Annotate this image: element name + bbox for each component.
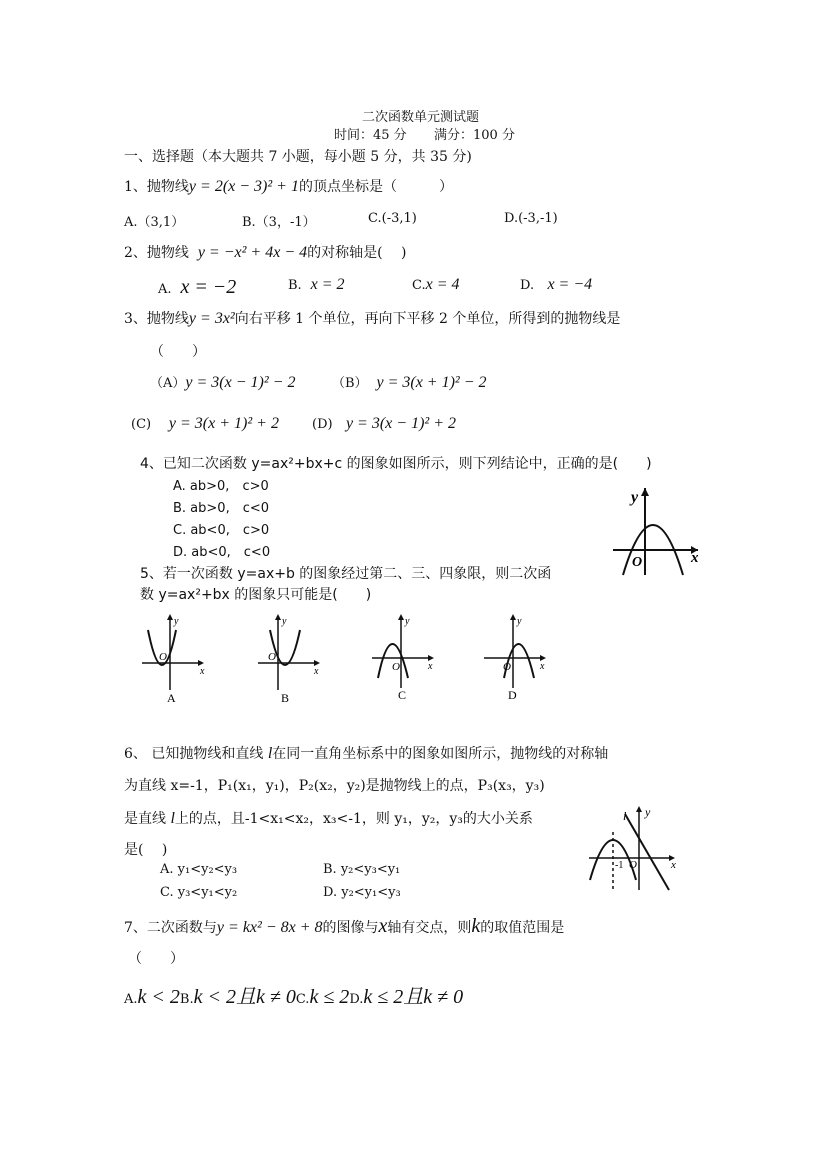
q3-option-a-expr: y = 3(x − 1)² − 2 xyxy=(185,374,296,391)
q4-y-label: y xyxy=(631,489,639,506)
q2-option-b-expr: x = 2 xyxy=(310,276,345,293)
q6-text-c: 是直线 xyxy=(124,811,166,827)
q7-suffix-a: 轴有交点，则 xyxy=(387,920,472,936)
q2-prefix: 2、抛物线 xyxy=(124,245,189,261)
q7-formula: y = kx² − 8x + 8 xyxy=(216,919,323,936)
q7-option-d[interactable]: D.k ≤ 2且k ≠ 0 xyxy=(349,986,464,1008)
q6-graph xyxy=(585,800,685,895)
q6-line-symbol: l xyxy=(267,745,273,762)
q2-formula: y = −x² + 4x − 4 xyxy=(197,244,308,261)
q7-option-b[interactable]: B.k < 2且k ≠ 0 xyxy=(179,986,296,1008)
exam-time: 时间：45 分 xyxy=(334,128,407,143)
q3-option-b-letter: （B） xyxy=(332,376,368,391)
q2-option-c-letter: C. xyxy=(412,278,426,293)
q5-b-y-label: y xyxy=(282,616,287,627)
question-6-line4: 是( ) xyxy=(124,842,168,858)
question-1 xyxy=(124,176,453,196)
q2-option-b-letter: B. xyxy=(288,278,302,293)
q1-option-a[interactable]: A.（3,1） xyxy=(124,215,185,230)
q2-option-a[interactable] xyxy=(158,276,236,299)
q4-y-arrow xyxy=(641,488,649,496)
q3-option-b[interactable] xyxy=(332,372,487,392)
q5-d-x-label: x xyxy=(540,661,545,672)
q5-d-origin-label: O xyxy=(503,661,511,673)
q5-b-origin-label: O xyxy=(268,651,276,663)
question-6-line1 xyxy=(124,743,608,763)
q3-option-a[interactable] xyxy=(150,372,295,392)
q7-prefix: 7、二次函数与 xyxy=(124,920,217,936)
q7-suffix-b: 的取值范围是 xyxy=(480,920,565,936)
q3-option-c-letter: (C) xyxy=(131,417,152,432)
q5-d-y-label: y xyxy=(517,616,522,627)
q7-var: k xyxy=(471,915,481,937)
q1-option-c[interactable]: C.(-3,1) xyxy=(368,211,417,226)
q4-option-a[interactable]: A. ab>0, c>0 xyxy=(173,479,269,494)
q5-c-origin-label: O xyxy=(392,661,400,673)
q7-mid: 的图像与 xyxy=(322,920,379,936)
q1-formula: y = 2(x − 3)² + 1 xyxy=(188,178,299,195)
exam-score: 满分：100 分 xyxy=(434,128,515,143)
q4-option-c[interactable]: C. ab<0, c>0 xyxy=(173,523,270,538)
q5-graph-a[interactable] xyxy=(138,610,210,705)
q5-a-y-label: y xyxy=(174,616,179,627)
q3-option-c-expr: y = 3(x + 1)² + 2 xyxy=(168,415,279,432)
q3-option-b-expr: y = 3(x + 1)² − 2 xyxy=(376,374,487,391)
q5-b-label: B xyxy=(281,691,290,705)
q7-axis: x xyxy=(378,915,388,937)
q3-option-d-expr: y = 3(x − 1)² + 2 xyxy=(345,415,456,432)
q2-option-d-letter: D. xyxy=(520,278,535,293)
q5-c-label: C xyxy=(398,688,407,702)
q7-option-a[interactable]: A.k < 2 xyxy=(124,986,180,1008)
section-heading: 一、选择题（本大题共 7 小题，每小题 5 分，共 35 分) xyxy=(124,149,472,165)
q4-origin-label: O xyxy=(632,555,643,570)
q5-graph-d[interactable] xyxy=(480,610,552,705)
q4-option-b[interactable]: B. ab>0, c<0 xyxy=(173,501,270,516)
q6-graph-tick-label: -1 xyxy=(615,860,624,871)
q3-formula: y = 3x² xyxy=(188,310,235,327)
q4-option-d[interactable]: D. ab<0, c<0 xyxy=(173,545,271,560)
q6-text-a: 6、 已知抛物线和直线 xyxy=(124,746,264,762)
q6-graph-x-label: x xyxy=(671,859,676,871)
question-6-line2: 为直线 x=-1，P₁(x₁，y₁)，P₂(x₂，y₂)是抛物线上的点，P₃(x₃，y₃) xyxy=(124,778,545,794)
q3-option-d-letter: (D) xyxy=(312,417,333,432)
q4-x-label: x xyxy=(691,550,699,566)
question-6-line3 xyxy=(124,808,533,828)
q7-blank: （ ） xyxy=(128,951,184,967)
q1-suffix: 的顶点坐标是（ ） xyxy=(298,179,453,195)
q5-b-x-label: x xyxy=(314,666,319,677)
q6-option-b[interactable]: B. y₂<y₃<y₁ xyxy=(323,862,401,877)
q1-option-d[interactable]: D.(-3,-1) xyxy=(504,211,558,226)
q5-a-origin-label: O xyxy=(159,651,167,663)
q2-option-b[interactable] xyxy=(288,276,345,294)
q1-prefix: 1、抛物线 xyxy=(124,179,189,195)
page-title: 二次函数单元测试题 xyxy=(362,110,480,125)
question-4: 4、已知二次函数 y=ax²+bx+c 的图象如图所示，则下列结论中，正确的是( ) xyxy=(140,456,652,472)
q3-option-a-letter: （A） xyxy=(150,376,186,391)
question-5-line1: 5、若一次函数 y=ax+b 的图象经过第二、三、四象限，则二次函 xyxy=(140,566,552,582)
q3-prefix: 3、抛物线 xyxy=(124,311,189,327)
q5-a-x-label: x xyxy=(200,666,205,677)
q3-blank: （ ） xyxy=(150,344,206,360)
q6-graph-origin-label: O xyxy=(629,859,637,871)
q2-option-c-expr: x = 4 xyxy=(425,276,460,293)
q3-option-d[interactable] xyxy=(312,415,456,433)
q1-option-b[interactable]: B.（3，-1） xyxy=(242,215,316,230)
q2-option-d[interactable] xyxy=(520,276,592,294)
q5-c-x-label: x xyxy=(428,661,433,672)
question-2 xyxy=(124,242,407,262)
q5-a-label: A xyxy=(167,691,176,705)
q6-option-a[interactable]: A. y₁<y₂<y₃ xyxy=(160,862,238,877)
q6-option-d[interactable]: D. y₂<y₁<y₃ xyxy=(323,885,401,900)
question-3 xyxy=(124,308,620,328)
q2-option-d-expr: x = −4 xyxy=(547,276,593,293)
question-5-line2: 数 y=ax²+bx 的图象只可能是( ) xyxy=(140,587,372,603)
q6-text-d: 上的点，且-1<x₁<x₂，x₃<-1，则 y₁，y₂，y₃的大小关系 xyxy=(174,811,533,827)
q3-suffix: 向右平移 1 个单位，再向下平移 2 个单位，所得到的抛物线是 xyxy=(234,311,621,327)
q2-option-c[interactable] xyxy=(412,276,460,294)
q6-text-b: 在同一直角坐标系中的图象如图所示，抛物线的对称轴 xyxy=(272,746,609,762)
q2-suffix: 的对称轴是( ) xyxy=(307,245,407,261)
q2-option-a-letter: A. xyxy=(158,282,172,297)
q5-d-label: D xyxy=(508,688,517,702)
q6-option-c[interactable]: C. y₃<y₁<y₂ xyxy=(160,885,238,900)
q5-graph-b[interactable] xyxy=(254,610,326,705)
question-7 xyxy=(124,915,564,938)
q7-option-c[interactable]: C.k ≤ 2 xyxy=(295,986,350,1008)
q6-graph-y-label: y xyxy=(645,805,651,819)
q6-graph-line-label: l xyxy=(623,809,627,823)
q7-options xyxy=(124,980,463,1009)
q5-graph-c[interactable] xyxy=(368,610,440,705)
q3-option-c[interactable] xyxy=(131,415,279,433)
q4-graph xyxy=(603,480,708,580)
q6-line-symbol-2: l xyxy=(170,810,175,827)
q5-c-y-label: y xyxy=(405,616,410,627)
q2-option-a-expr: x = −2 xyxy=(180,276,237,298)
q6-line-l xyxy=(625,814,669,890)
